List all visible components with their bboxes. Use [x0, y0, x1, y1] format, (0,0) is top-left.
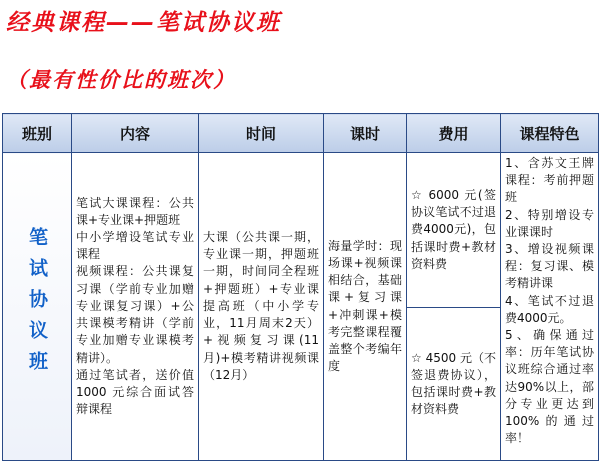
header-features: 课程特色	[501, 114, 599, 153]
content-text: 笔试大课课程：公共课+专业课+押题班 中小学增设笔试专业课程 视频课程：公共课复习课（学前专业加赠专业课复习课）+公共课模考精讲（学前专业加赠专业课模考精讲）。 通过笔试者，送价值 1000 元综合面试答辩课程	[76, 195, 194, 417]
header-fee: 费用	[407, 114, 501, 153]
fee-cell-agreement	[407, 153, 501, 308]
fee-text-agreement: ☆ 6000 元(签协议笔试不过退费4000元)，包括课时费+教材资料费	[411, 187, 496, 271]
table-header-row	[3, 114, 599, 153]
class-name-cell	[3, 153, 72, 461]
time-cell	[199, 153, 324, 461]
hours-text: 海量学时：现场课+视频课相结合，基础课+复习课+冲刺课+模考完整课程覆盖整个考编年度	[328, 238, 402, 374]
page-subtitle: （最有性价比的班次）	[6, 68, 236, 92]
header-time: 时间	[199, 114, 324, 153]
time-text: 大课（公共课一期，专业课一期，押题班一期，时间同全程班+押题班）+专业课提高班（中小学专业，11月周末2天）+视频复习课(11月)+模考精讲视频课（12月）	[203, 230, 319, 382]
features-text: 1、含苏文王牌课程：考前押题班 2、特别增设专业课课时 3、增设视频课程：复习课、模考精讲课 4、笔试不过退费4000元。 5、确保通过率：历年笔试协议班综合通过率达90%以上，部分专业更达到100%的通过率！	[505, 156, 594, 446]
fee-cell-no-agreement	[407, 308, 501, 461]
header-content: 内容	[72, 114, 199, 153]
content-cell	[72, 153, 199, 461]
table-row	[3, 153, 599, 308]
course-table	[2, 113, 599, 461]
features-cell	[501, 153, 599, 461]
page-title: 经典课程——笔试协议班	[6, 10, 281, 36]
fee-text-no-agreement: ☆ 4500 元（不签退费协议），包括课时费+教材资料费	[411, 350, 496, 417]
header-hours: 课时	[324, 114, 407, 153]
class-name: 笔试协议班	[26, 227, 48, 382]
header-class: 班别	[3, 114, 72, 153]
hours-cell	[324, 153, 407, 461]
